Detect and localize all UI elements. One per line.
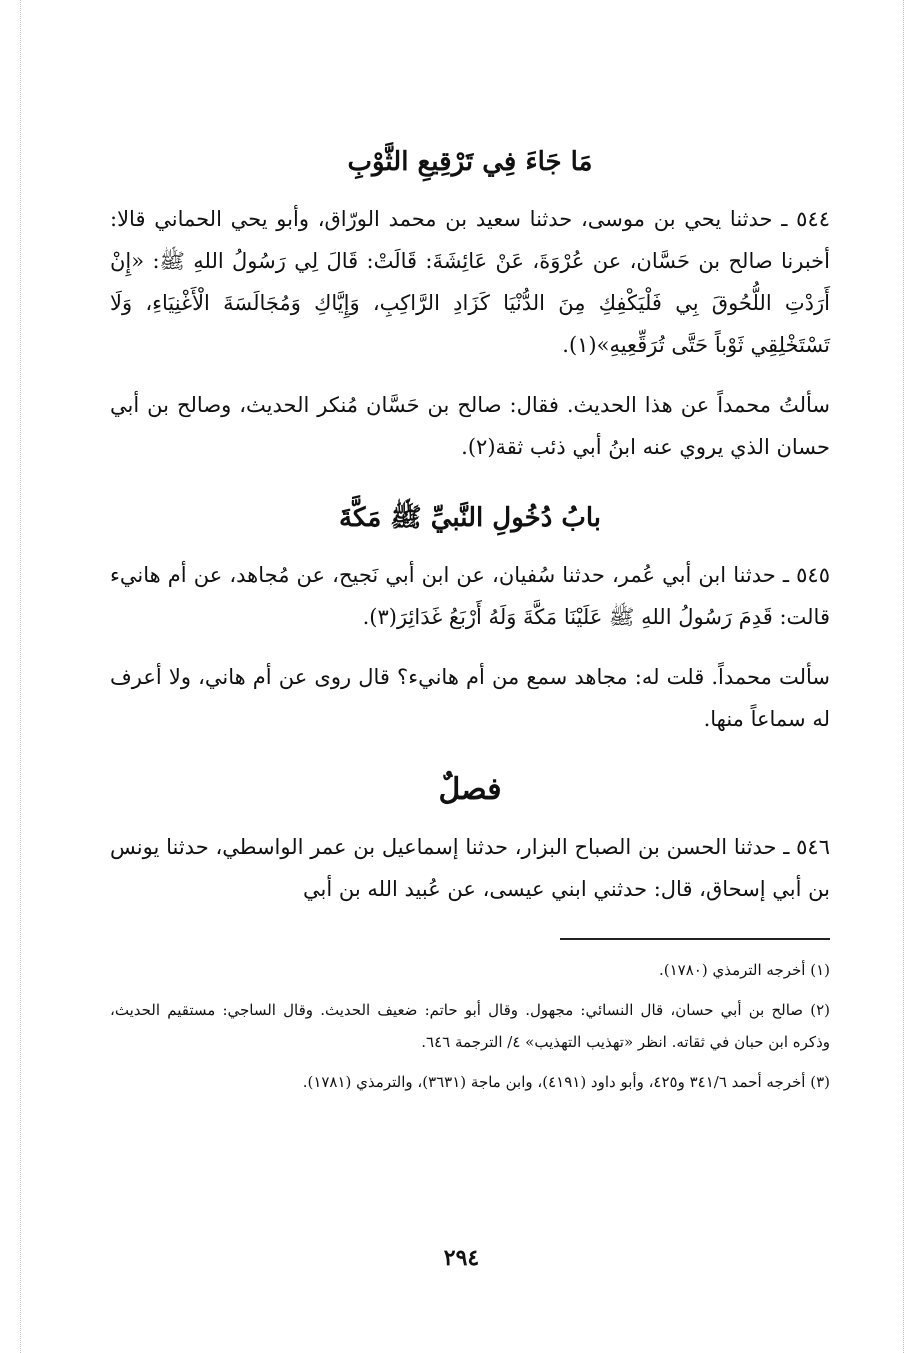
page-number: ٢٩٤ — [443, 1245, 480, 1271]
footnote-3: (٣) أخرجه أحمد ٣٤١/٦ و٤٢٥، وأبو داود (٤١٩١)، وابن ماجة (٣٦٣١)، والترمذي (١٧٨١). — [302, 1073, 830, 1091]
footnote-2: (٢) صالح بن أبي حسان، قال النسائي: مجهول. وقال أبو حاتم: ضعيف الحديث. وقال الساجي: مستقيم الحديث، وذكره ابن حبان في ثقاته. انظر «تهذيب التهذيب» ٤/ الترجمة ٦٤٦. — [110, 1001, 830, 1051]
scan-margin-left — [20, 0, 21, 1353]
footnote-1: (١) أخرجه الترمذي (١٧٨٠). — [658, 961, 830, 979]
footnote-divider — [560, 938, 830, 940]
hadith-546: ٥٤٦ ـ حدثنا الحسن بن الصباح البزار، حدثنا إسماعيل بن عمر الواسطي، حدثنا يونس بن أبي إسحاق، قال: حدثني ابني عيسى، عن عُبيد الله بن أبي — [110, 835, 830, 901]
section-heading-patching-garment: مَا جَاءَ فِي تَرْقِيعِ الثَّوْبِ — [347, 147, 593, 177]
commentary-544: سألتُ محمداً عن هذا الحديث. فقال: صالح بن حَسَّان مُنكر الحديث، وصالح بن أبي حسان الذي يروي عنه ابنُ أبي ذئب ثقة(٢). — [110, 393, 830, 459]
hadith-545: ٥٤٥ ـ حدثنا ابن أبي عُمر، حدثنا سُفيان، عن ابن أبي نَجيح، عن مُجاهد، عن أم هانيء قالت: قَدِمَ رَسُولُ اللهِ ﷺ عَلَيْنَا مَكَّةَ وَلَهُ أَرْبَعُ غَدَائِرَ(٣). — [110, 563, 830, 629]
page-content — [110, 130, 830, 1106]
hadith-544: ٥٤٤ ـ حدثنا يحي بن موسى، حدثنا سعيد بن محمد الورّاق، وأبو يحي الحماني قالا: أخبرنا صالح بن حَسَّان، عن عُرْوَةَ، عَنْ عَائِشَةَ: قَالَتْ: قَالَ لِي رَسُولُ اللهِ ﷺ: «إِنْ أَرَدْتِ اللُّحُوقَ بِي فَلْيَكْفِكِ مِنَ الدُّنْيَا كَزَادِ الرَّاكِبِ، وَإِيَّاكِ وَمُجَالَسَةَ الْأَغْنِيَاءِ، وَلَا تَسْتَخْلِقِي ثَوْباً حَتَّى تُرَقِّعِيهِ»(١). — [110, 207, 831, 357]
scan-margin-right — [903, 0, 904, 1353]
section-heading-fasl: فصلٌ — [438, 772, 502, 807]
commentary-545: سألت محمداً. قلت له: مجاهد سمع من أم هانيء؟ قال روى عن أم هاني، ولا أعرف له سماعاً منها. — [110, 665, 830, 731]
section-heading-entering-mecca: بابُ دُخُولِ النَّبيِّ ﷺ مَكَّةَ — [339, 503, 601, 533]
